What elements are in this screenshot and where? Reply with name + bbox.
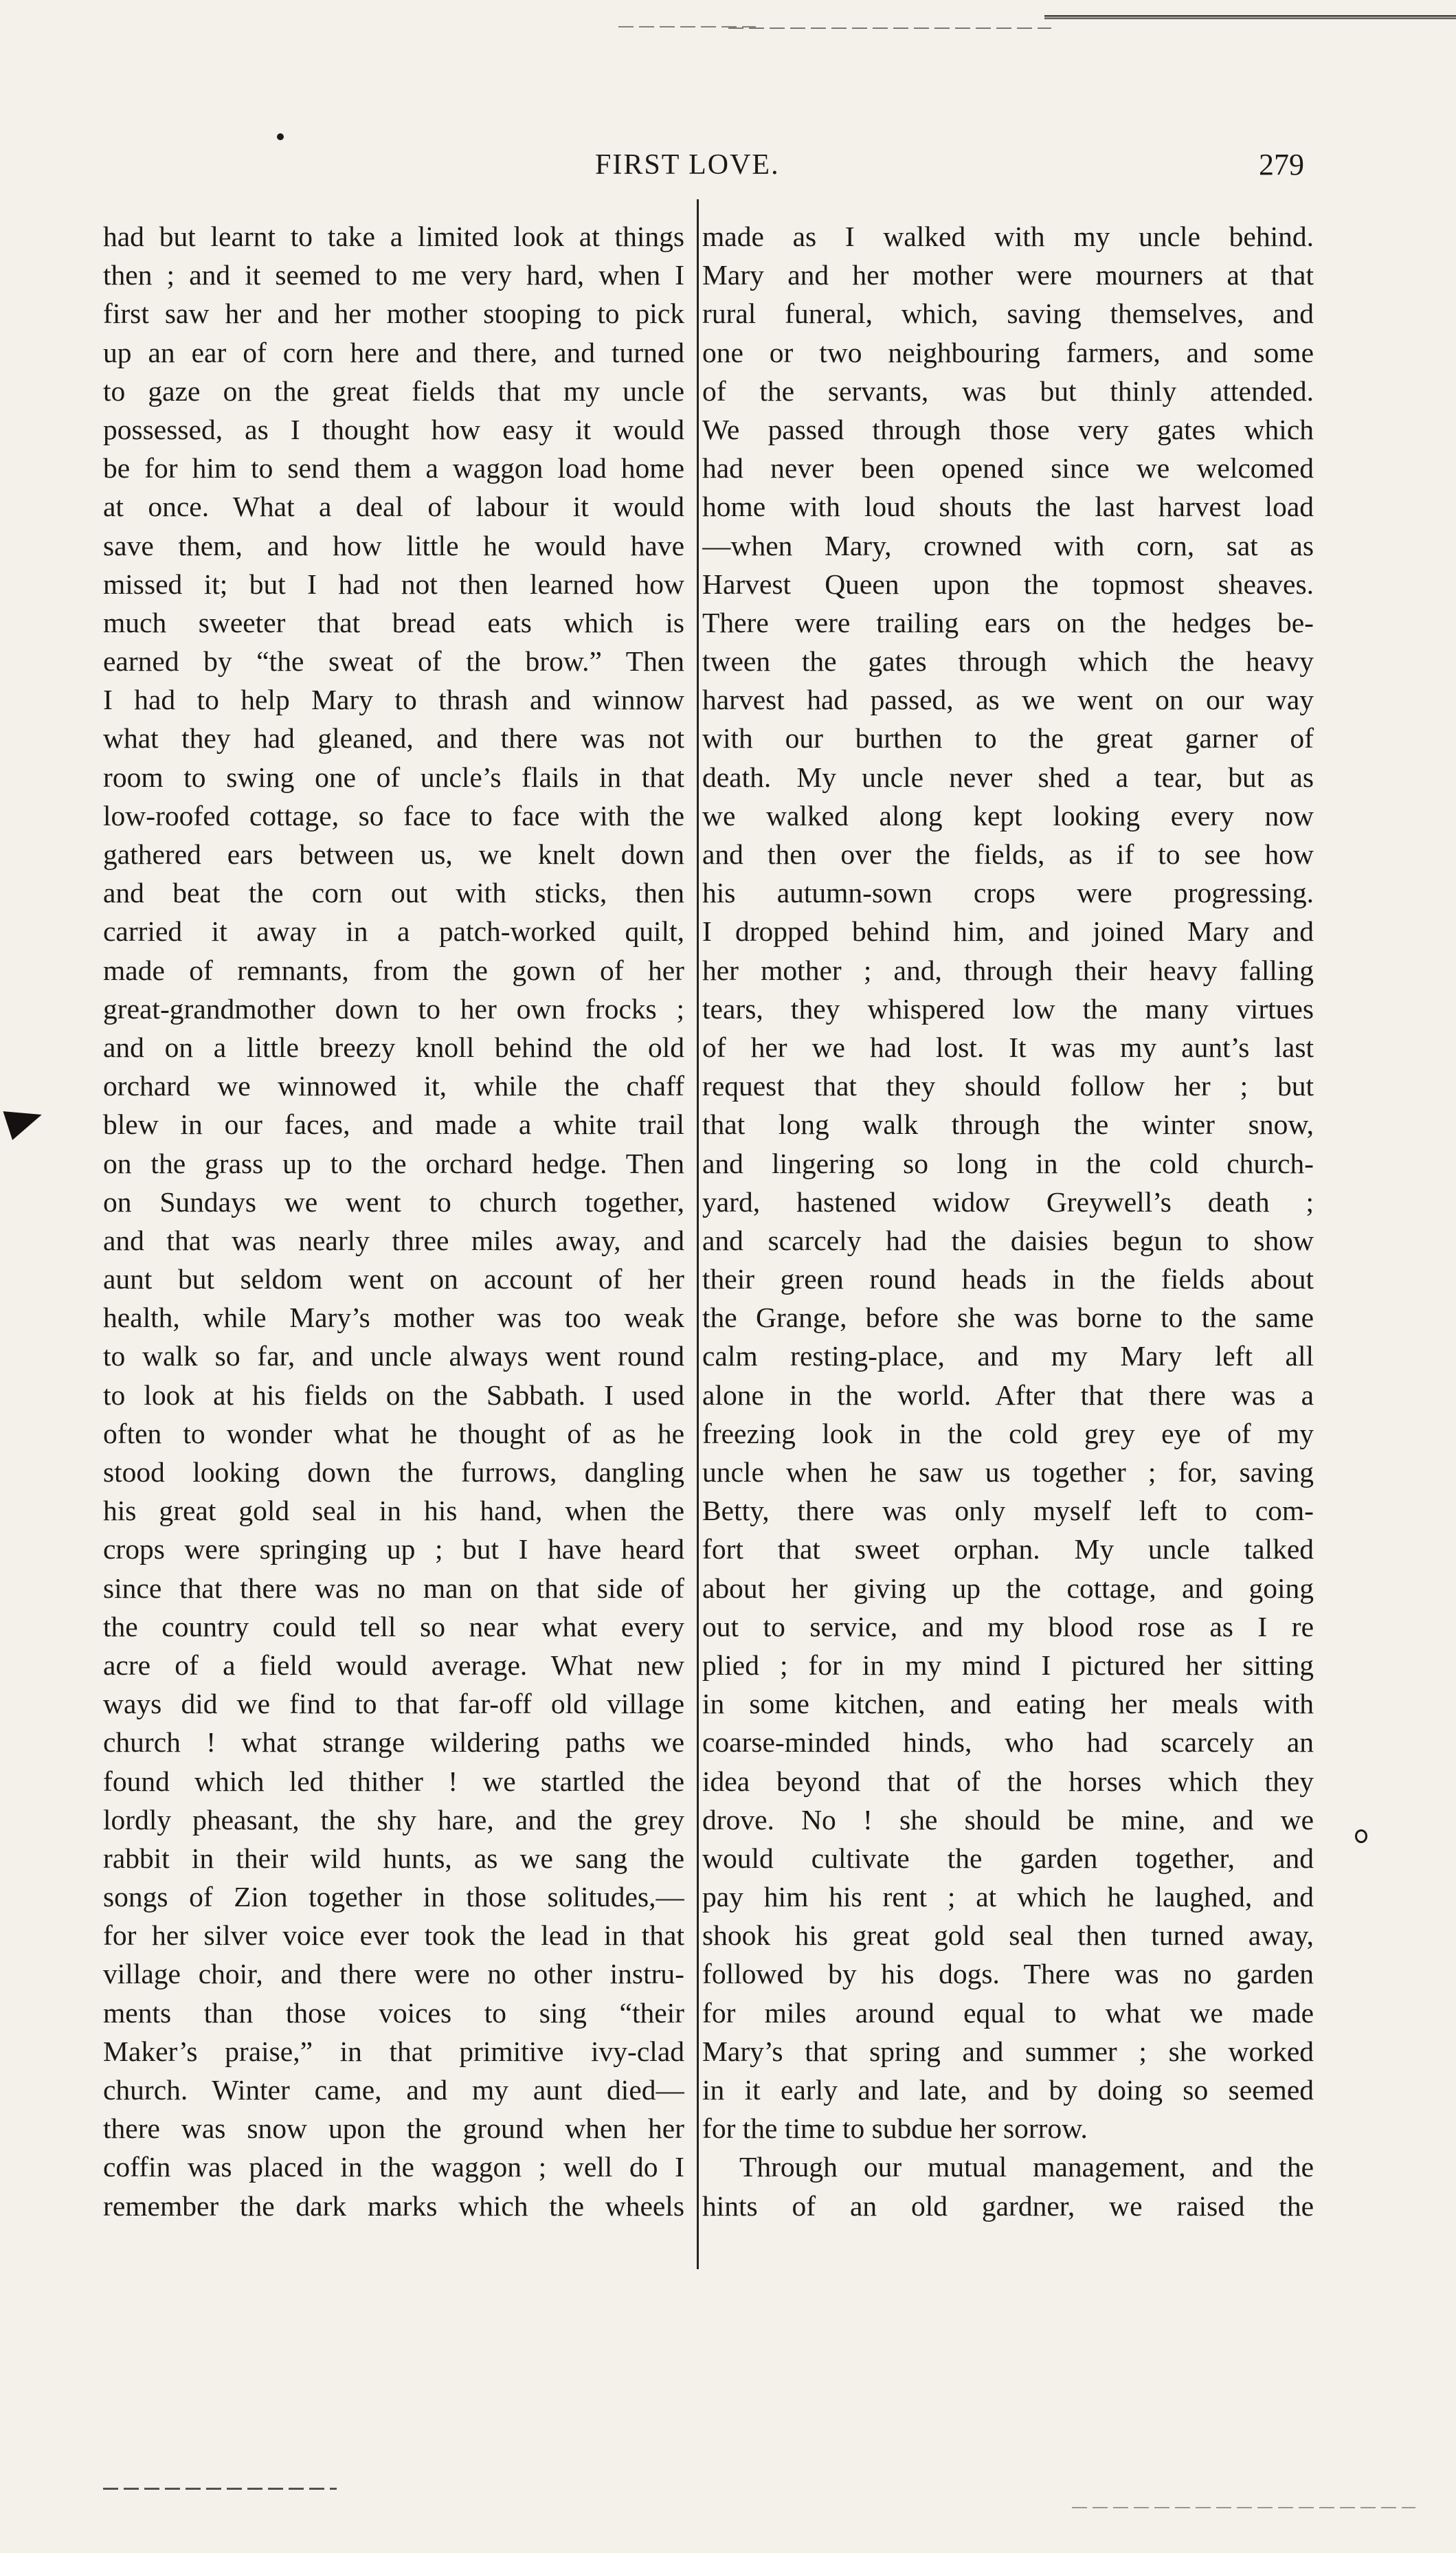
text-line: harvest had passed, as we went on our way	[702, 684, 1314, 716]
text-line: the country could tell so near what every	[103, 1610, 684, 1642]
text-line: low-roofed cottage, so face to face with the	[103, 799, 684, 832]
text-line: rabbit in their wild hunts, as we sang the	[103, 1842, 684, 1874]
text-line: then ; and it seemed to me very hard, when I	[103, 259, 684, 291]
text-line: and then over the fields, as if to see how	[702, 838, 1314, 870]
text-line: out to service, and my blood rose as I re	[702, 1610, 1314, 1642]
text-line: drove. No ! she should be mine, and we	[702, 1803, 1314, 1836]
text-line: plied ; for in my mind I pictured her sitting	[702, 1649, 1314, 1681]
text-line: one or two neighbouring farmers, and some	[702, 336, 1314, 368]
left-text-column	[103, 217, 684, 2225]
text-line: health, while Mary’s mother was too weak	[103, 1302, 684, 1334]
text-line: church ! what strange wildering paths we	[103, 1726, 684, 1759]
text-line: carried it away in a patch-worked quilt,	[103, 915, 684, 948]
text-line: blew in our faces, and made a white trail	[103, 1108, 684, 1141]
text-line: her mother ; and, through their heavy falling	[702, 954, 1314, 986]
text-line: save them, and how little he would have	[103, 529, 684, 561]
text-line: yard, hastened widow Greywell’s death ;	[702, 1185, 1314, 1218]
ink-speck	[1355, 1829, 1367, 1843]
text-line: that long walk through the winter snow,	[702, 1108, 1314, 1141]
text-line: possessed, as I thought how easy it would	[103, 413, 684, 445]
running-header	[0, 141, 1456, 189]
text-line: the Grange, before she was borne to the same	[702, 1302, 1314, 1334]
text-line: rural funeral, which, saving themselves, and	[702, 298, 1314, 330]
scan-edge-mark	[103, 2488, 337, 2490]
text-line: Betty, there was only myself left to com-	[702, 1495, 1314, 1527]
text-line: hints of an old gardner, we raised the	[702, 2189, 1314, 2222]
text-line: their green round heads in the fields about	[702, 1263, 1314, 1295]
text-line: found which led thither ! we startled the	[103, 1765, 684, 1797]
text-line: shook his great gold seal then turned away,	[702, 1919, 1314, 1952]
text-line: idea beyond that of the horses which they	[702, 1765, 1314, 1797]
text-line: great-grandmother down to her own frocks ;	[103, 992, 684, 1025]
text-line: we walked along kept looking every now	[702, 799, 1314, 832]
text-line: Mary’s that spring and summer ; she worked	[702, 2035, 1314, 2067]
text-line: made as I walked with my uncle behind.	[702, 221, 1314, 252]
text-line: tears, they whispered low the many virtues	[702, 992, 1314, 1025]
text-line: for the time to subdue her sorrow.	[702, 2112, 1088, 2145]
text-line: and on a little breezy knoll behind the old	[103, 1031, 684, 1063]
text-line: to walk so far, and uncle always went round	[103, 1340, 684, 1372]
text-line: room to swing one of uncle’s flails in that	[103, 761, 684, 793]
text-line: aunt but seldom went on account of her	[103, 1263, 684, 1295]
column-divider	[697, 199, 699, 2269]
text-line: would cultivate the garden together, and	[702, 1842, 1314, 1874]
text-line: lordly pheasant, the shy hare, and the grey	[103, 1803, 684, 1836]
text-line: acre of a field would average. What new	[103, 1649, 684, 1681]
text-line: in some kitchen, and eating her meals with	[702, 1688, 1314, 1720]
text-line: crops were springing up ; but I have heard	[103, 1533, 684, 1565]
text-line: missed it; but I had not then learned how	[103, 568, 684, 600]
text-line: often to wonder what he thought of as he	[103, 1417, 684, 1449]
text-line: up an ear of corn here and there, and turned	[103, 336, 684, 368]
text-line: We passed through those very gates which	[702, 413, 1314, 445]
text-line: I dropped behind him, and joined Mary and	[702, 915, 1314, 948]
text-line: uncle when he saw us together ; for, saving	[702, 1456, 1314, 1488]
text-line: coffin was placed in the waggon ; well do I	[103, 2151, 684, 2183]
text-line: of her we had lost. It was my aunt’s last	[702, 1031, 1314, 1063]
text-line: in it early and late, and by doing so seemed	[702, 2074, 1314, 2106]
text-line: his great gold seal in his hand, when the	[103, 1495, 684, 1527]
text-line: songs of Zion together in those solitudes,—	[103, 1881, 684, 1913]
text-line: much sweeter that bread eats which is	[103, 606, 684, 638]
text-line: gathered ears between us, we knelt down	[103, 838, 684, 870]
text-line: church. Winter came, and my aunt died—	[103, 2074, 684, 2106]
text-line: Harvest Queen upon the topmost sheaves.	[702, 568, 1314, 600]
text-line: ways did we find to that far-off old village	[103, 1688, 684, 1720]
text-line: coarse-minded hinds, who had scarcely an	[702, 1726, 1314, 1759]
text-line: orchard we winnowed it, while the chaff	[103, 1070, 684, 1102]
text-line: earned by “the sweat of the brow.” Then	[103, 645, 684, 678]
text-line: about her giving up the cottage, and going	[702, 1572, 1314, 1604]
text-line: there was snow upon the ground when her	[103, 2112, 684, 2145]
text-line: to gaze on the great fields that my uncle	[103, 375, 684, 407]
text-line: first saw her and her mother stooping to pick	[103, 298, 684, 330]
text-line: followed by his dogs. There was no garden	[702, 1958, 1314, 1990]
text-line: on Sundays we went to church together,	[103, 1185, 684, 1218]
text-line: Mary and her mother were mourners at that	[702, 259, 1314, 291]
text-line: Through our mutual management, and the	[739, 2151, 1314, 2183]
scan-edge-mark	[1072, 2507, 1415, 2508]
text-line: Maker’s praise,” in that primitive ivy-clad	[103, 2035, 684, 2067]
margin-pointer-mark	[3, 1100, 46, 1140]
text-line: freezing look in the cold grey eye of my	[702, 1417, 1314, 1449]
running-title: FIRST LOVE.	[595, 149, 780, 181]
text-line: I had to help Mary to thrash and winnow	[103, 684, 684, 716]
text-line: and beat the corn out with sticks, then	[103, 877, 684, 909]
text-line: fort that sweet orphan. My uncle talked	[702, 1533, 1314, 1565]
text-line: for her silver voice ever took the lead in that	[103, 1919, 684, 1952]
text-line: calm resting-place, and my Mary left all	[702, 1340, 1314, 1372]
text-line: tween the gates through which the heavy	[702, 645, 1314, 678]
text-line: of the servants, was but thinly attended.	[702, 375, 1314, 407]
text-line: to look at his fields on the Sabbath. I used	[103, 1379, 684, 1411]
text-line: —when Mary, crowned with corn, sat as	[702, 529, 1314, 561]
text-line: and lingering so long in the cold church-	[702, 1147, 1314, 1179]
text-line: on the grass up to the orchard hedge. Then	[103, 1147, 684, 1179]
text-line: for miles around equal to what we made	[702, 1996, 1314, 2029]
page-number: 279	[1259, 148, 1304, 181]
text-line: There were trailing ears on the hedges be-	[702, 606, 1314, 638]
text-line: ments than those voices to sing “their	[103, 1996, 684, 2029]
text-line: and that was nearly three miles away, and	[103, 1224, 684, 1256]
text-line: made of remnants, from the gown of her	[103, 954, 684, 986]
text-line: at once. What a deal of labour it would	[103, 491, 684, 523]
text-line: home with loud shouts the last harvest load	[702, 491, 1314, 523]
text-line: had but learnt to take a limited look at things	[103, 221, 684, 252]
right-text-column	[702, 217, 1314, 2225]
text-line: his autumn-sown crops were progressing.	[702, 877, 1314, 909]
text-line: pay him his rent ; at which he laughed, and	[702, 1881, 1314, 1913]
text-line: be for him to send them a waggon load home	[103, 452, 684, 484]
text-line: what they had gleaned, and there was not	[103, 722, 684, 755]
text-line: remember the dark marks which the wheels	[103, 2189, 684, 2222]
text-line: stood looking down the furrows, dangling	[103, 1456, 684, 1488]
scan-edge-mark	[1044, 15, 1456, 19]
text-line: since that there was no man on that side of	[103, 1572, 684, 1604]
ink-speck	[277, 133, 284, 140]
text-line: death. My uncle never shed a tear, but as	[702, 761, 1314, 793]
text-line: alone in the world. After that there was a	[702, 1379, 1314, 1411]
text-line: village choir, and there were no other instru-	[103, 1958, 684, 1990]
text-line: request that they should follow her ; but	[702, 1070, 1314, 1102]
text-line: and scarcely had the daisies begun to show	[702, 1224, 1314, 1256]
text-line: had never been opened since we welcomed	[702, 452, 1314, 484]
scan-edge-mark	[728, 27, 1051, 29]
text-line: with our burthen to the great garner of	[702, 722, 1314, 755]
